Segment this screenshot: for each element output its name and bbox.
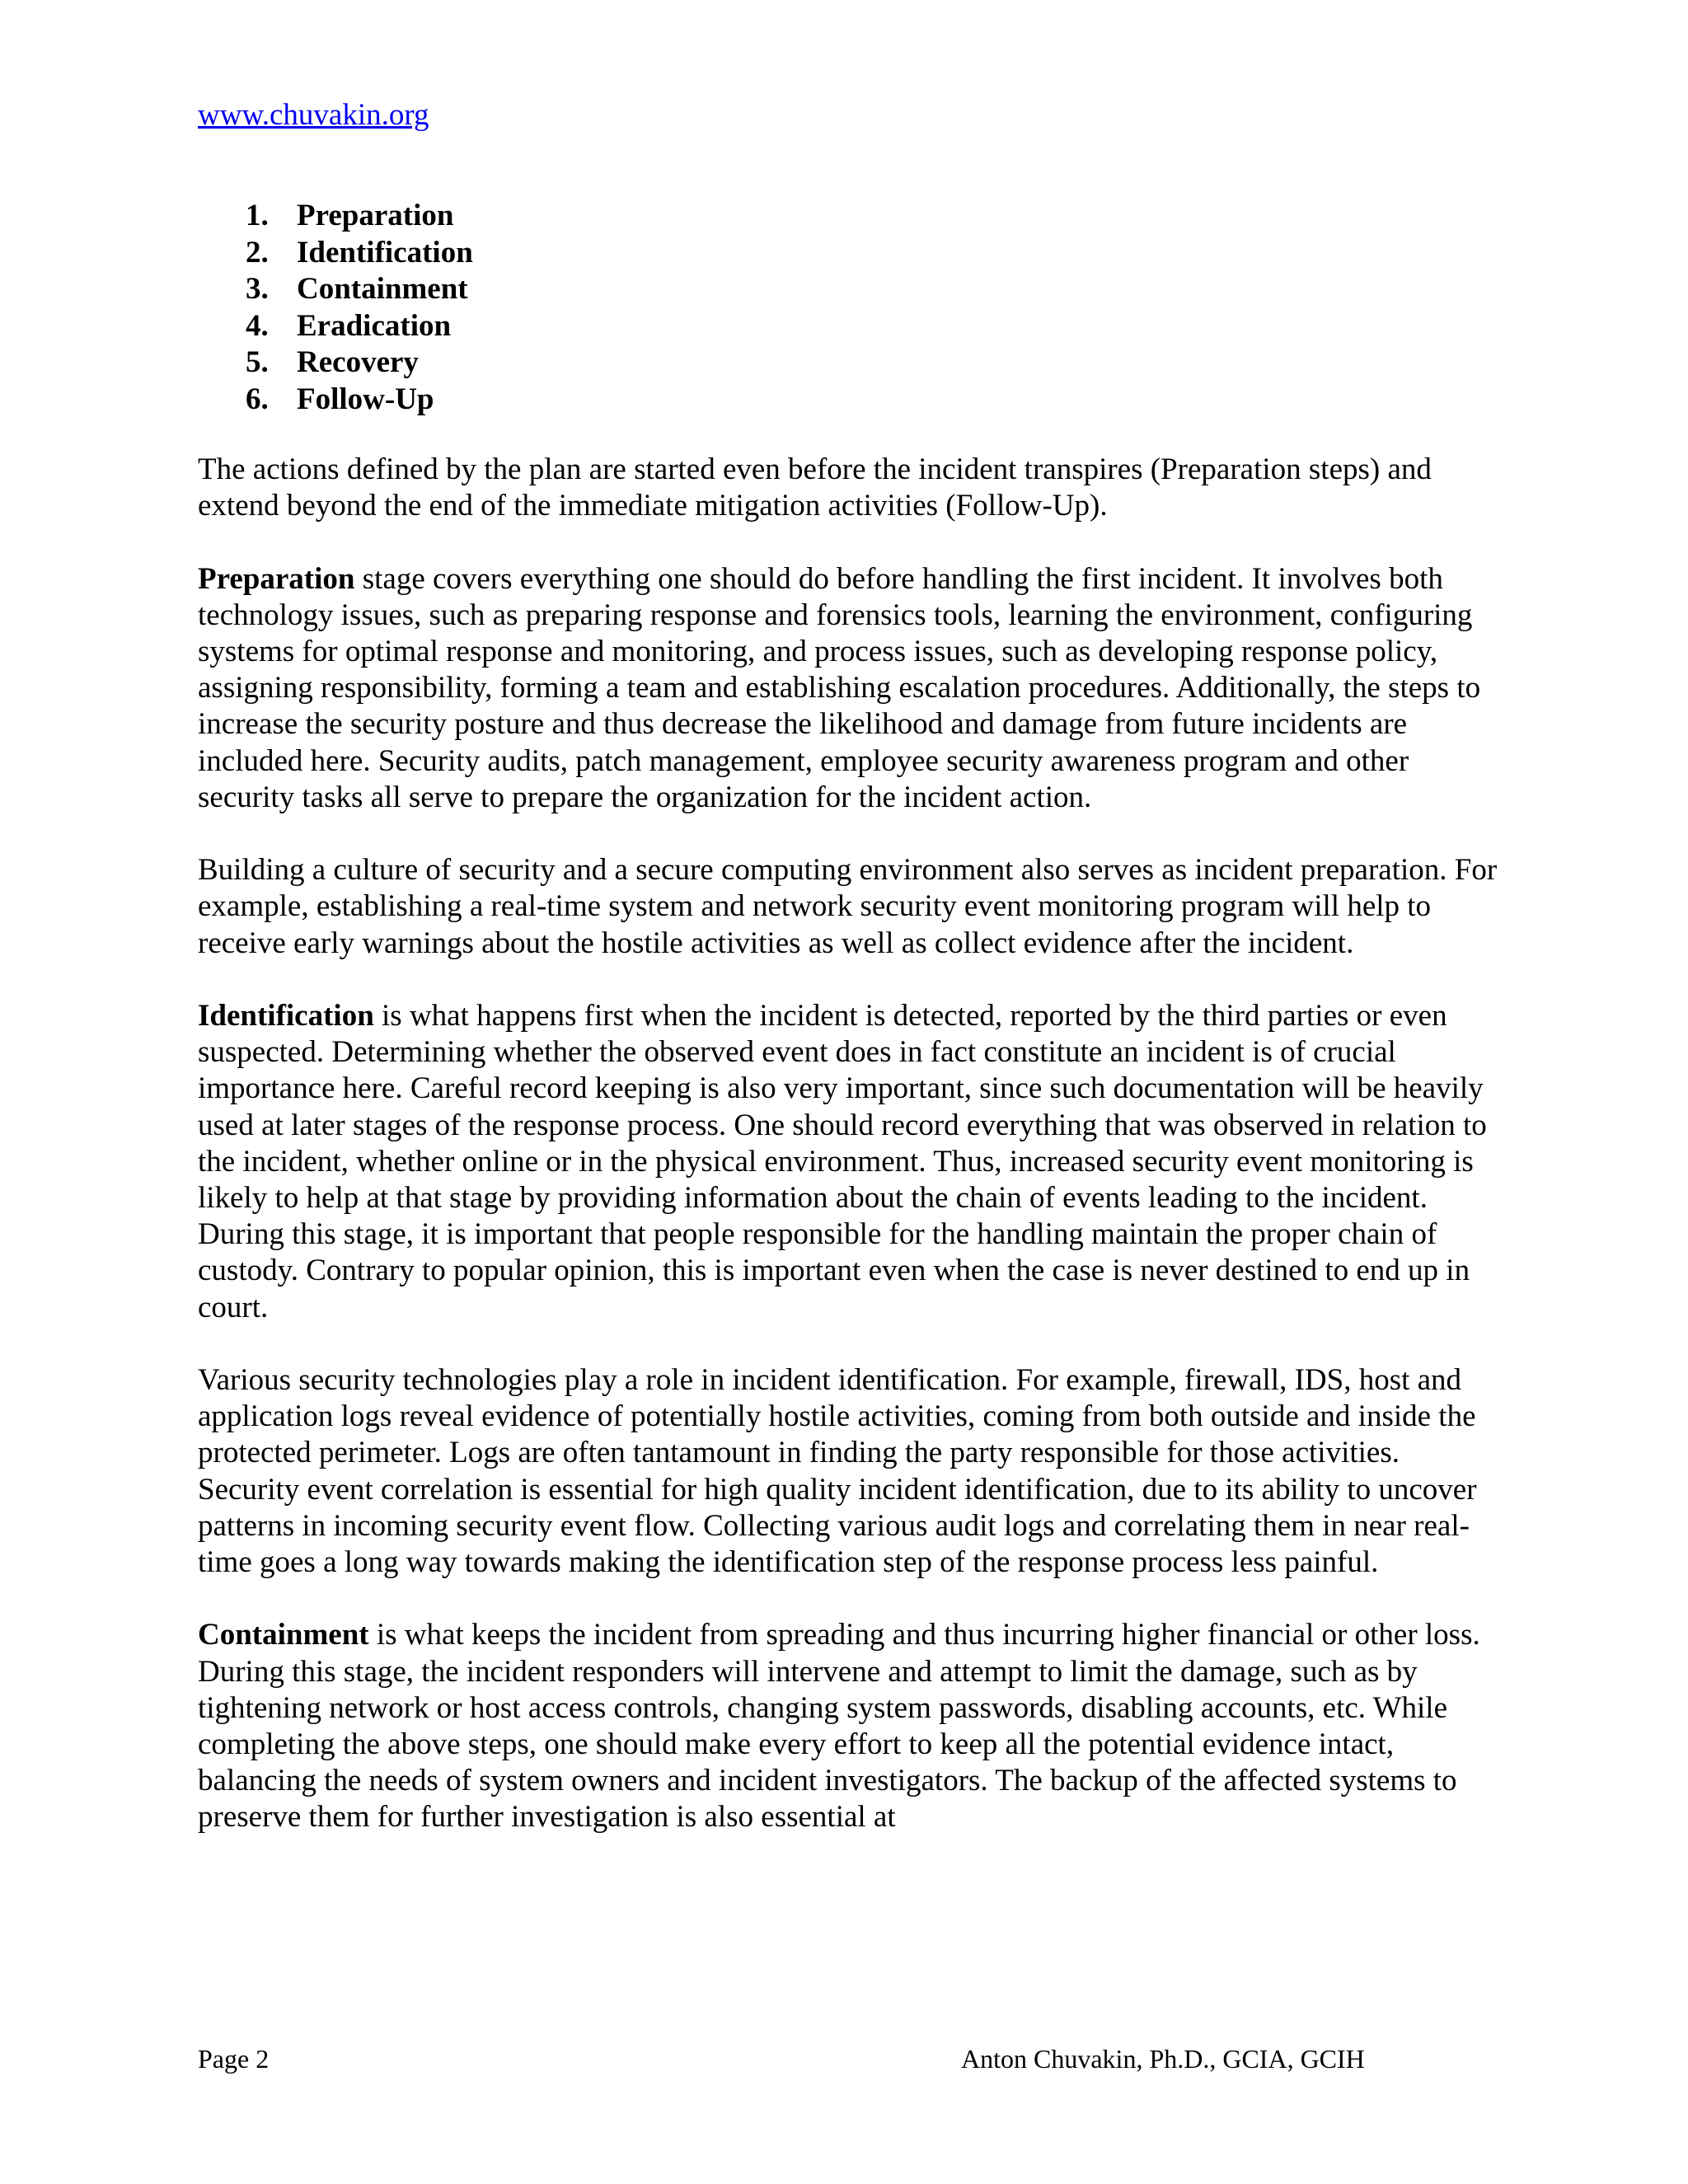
paragraph-text: Building a culture of security and a secure computing environment also serves as incident preparation. For example, establishing a real-time system and network security event monitoring program will help to receive early warnings about the hostile activities as well as collect evidence after the incident. [198, 853, 1498, 960]
paragraph-security-technologies [198, 1362, 1500, 1581]
paragraph-text: stage covers everything one should do before handling the first incident. It involves both technology issues, such as preparing response and forensics tools, learning the environment, configuring systems for optimal response and monitoring, and process issues, such as developing response policy, assigning responsibility, forming a team and establishing escalation procedures. Additionally, the steps to increase the security posture and thus decrease the likelihood and damage from future incidents are included here. Security audits, patch management, employee security awareness program and other security tasks all serve to prepare the organization for the incident action. [198, 561, 1481, 814]
paragraph-plan-scope [198, 452, 1500, 524]
list-number: 5. [246, 345, 269, 379]
list-item [246, 235, 473, 272]
paragraph-text: is what happens first when the incident is detected, reported by the third parties or even suspected. Determining whether the observed event does in fact constitute an incident is of crucial importance here. Careful record keeping is also very important, since such documentation will be heavily used at later stages of the response process. One should record everything that was observed in relation to the incident, whether online or in the physical environment. Thus, increased security event monitoring is likely to help at that stage by providing information about the chain of events leading to the incident. During this stage, it is important that people responsible for the handling maintain the proper chain of custody. Contrary to popular opinion, this is important even when the case is never destined to end up in court. [198, 999, 1487, 1324]
paragraph-containment [198, 1617, 1500, 1835]
paragraph-preparation [198, 561, 1500, 816]
list-item [246, 308, 473, 345]
paragraph-text: Various security technologies play a role in incident identification. For example, firewall, IDS, host and application logs reveal evidence of potentially hostile activities, coming from both outside and inside the protected perimeter. Logs are often tantamount in finding the party responsible for those activities. Security event correlation is essential for high quality incident identification, due to its ability to uncover patterns in incoming security event flow. Collecting various audit logs and correlating them in near real-time goes a long way towards making the identification step of the response process less painful. [198, 1363, 1477, 1580]
paragraph-lead-term: Containment [198, 1618, 369, 1652]
list-number: 6. [246, 382, 269, 416]
list-label: Containment [297, 272, 468, 306]
list-item [246, 344, 473, 382]
list-label: Follow-Up [297, 382, 434, 416]
paragraph-text: is what keeps the incident from spreading and thus incurring higher financial or other loss. During this stage, the incident responders will intervene and attempt to limit the damage, such as by tightening network or host access controls, changing system passwords, disabling accounts, etc. While completing the above steps, one should make every effort to keep all the potential evidence intact, balancing the needs of system owners and incident investigators. The backup of the affected systems to preserve them for further investigation is also essential at [198, 1618, 1480, 1835]
list-label: Recovery [297, 345, 419, 379]
list-label: Eradication [297, 308, 452, 343]
list-number: 3. [246, 272, 269, 306]
footer-page-number: Page 2 [198, 2044, 270, 2074]
paragraph-lead-term: Identification [198, 999, 374, 1033]
list-label: Identification [297, 235, 473, 269]
footer-author: Anton Chuvakin, Ph.D., GCIA, GCIH [961, 2044, 1365, 2074]
paragraph-identification [198, 998, 1500, 1326]
list-label: Preparation [297, 199, 454, 232]
incident-response-stages-list [246, 198, 473, 418]
list-number: 1. [246, 199, 269, 232]
paragraph-lead-term: Preparation [198, 561, 355, 596]
list-item [246, 382, 473, 419]
list-item [246, 198, 473, 235]
document-body [198, 452, 1500, 1872]
list-number: 2. [246, 235, 269, 269]
header-url-link[interactable]: www.chuvakin.org [198, 98, 429, 132]
list-number: 4. [246, 308, 269, 343]
paragraph-security-culture [198, 852, 1500, 962]
list-item [246, 271, 473, 308]
paragraph-text: The actions defined by the plan are started even before the incident transpires (Preparation steps) and extend beyond the end of the immediate mitigation activities (Follow-Up). [198, 452, 1432, 523]
